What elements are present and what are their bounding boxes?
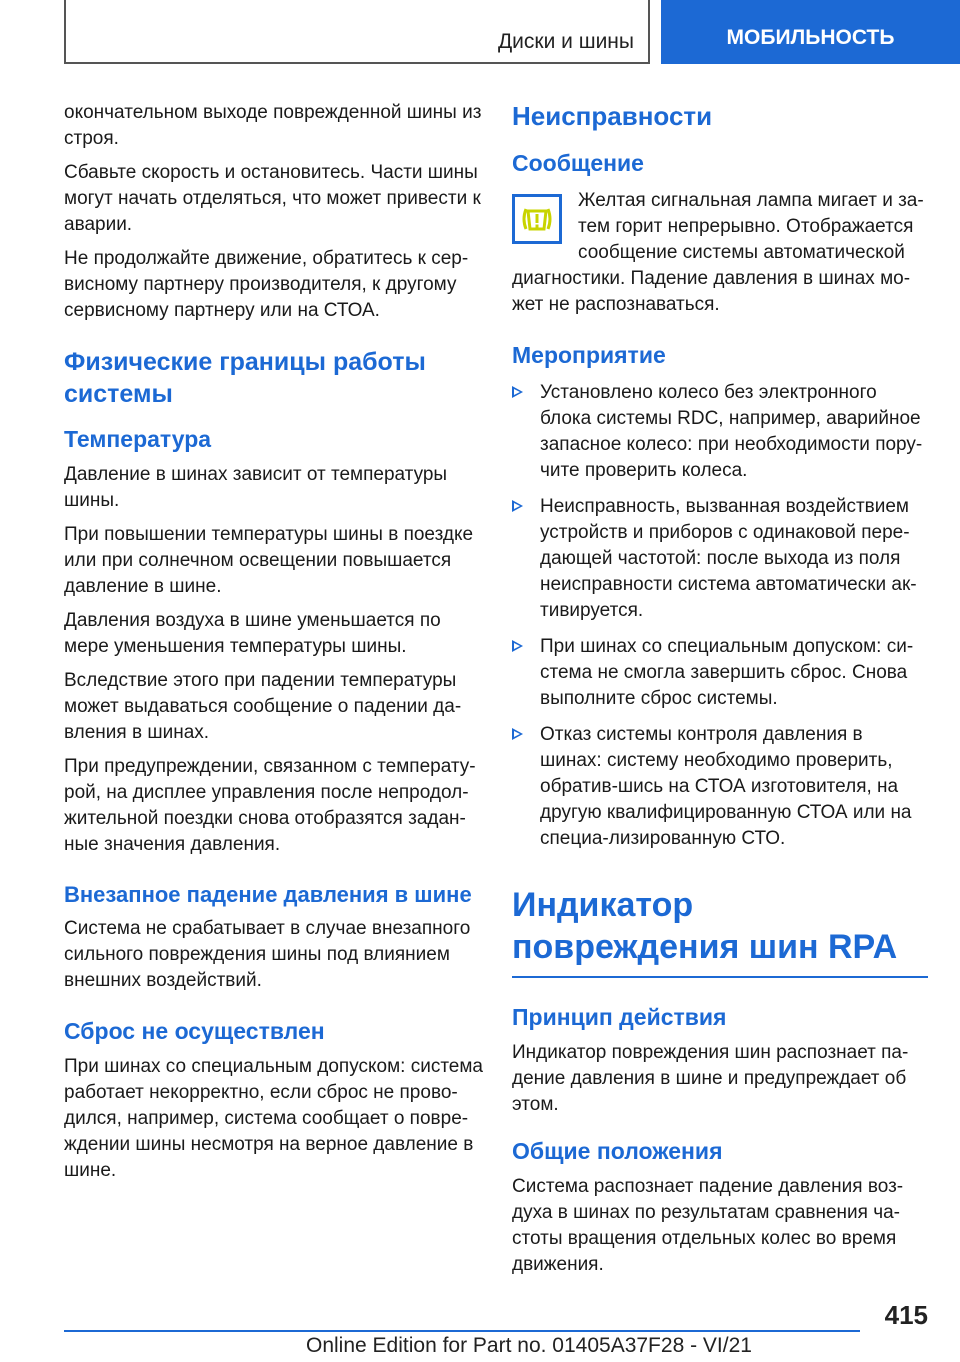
list-item: При шинах со специальным допуском: си-стема не смогла завершить сброс. Снова выполните сброс системы. (512, 634, 928, 712)
paragraph: Давление в шинах зависит от температуры шины. (64, 464, 448, 511)
heading-message: Сообщение (512, 150, 644, 176)
list-item: Неисправность, вызванная воздействием устройств и приборов с одинаковой пере-дающей частотой: после выхода из поля неисправности система автоматически ак-тивируется. (512, 494, 928, 624)
warning-text: Желтая сигнальная лампа мигает и за-тем горит непрерывно. Отображается сообщение системы автоматической диагностики. Падение давления в шинах мо-жет не распознаваться. (512, 190, 924, 315)
edition-text: Online Edition for Part no. 01405A37F28 - VI/21 (306, 1334, 752, 1357)
warning-message-block (512, 188, 928, 318)
tire-pressure-warning-icon (512, 194, 562, 244)
paragraph: При повышении температуры шины в поездке или при солнечном освещении повышается давление в шине. (64, 524, 474, 597)
heading-temperature: Температура (64, 426, 212, 452)
footer-divider (64, 1330, 860, 1332)
heading-measure: Мероприятие (512, 342, 666, 368)
section-title: Диски и шины (497, 30, 634, 53)
left-column (64, 100, 484, 1192)
triangle-bullet-icon (512, 500, 523, 512)
triangle-bullet-icon (512, 386, 523, 398)
heading-rpa: Индикатор повреждения шин RPA (512, 886, 898, 966)
header-box (64, 0, 650, 64)
paragraph: Сбавьте скорость и остановитесь. Части шины могут начать отделяться, что может привести к аварии. (64, 162, 481, 235)
triangle-bullet-icon (512, 640, 523, 652)
section-divider (512, 976, 928, 978)
heading-general: Общие положения (512, 1138, 723, 1164)
paragraph: Не продолжайте движение, обратитесь к сер-висному партнеру производителя, к другому сервисному партнеру или на СТОА. (64, 248, 469, 321)
triangle-bullet-icon (512, 728, 523, 740)
heading-reset-not-done: Сброс не осуществлен (64, 1018, 325, 1044)
chapter-tab[interactable]: МОБИЛЬНОСТЬ (661, 0, 960, 64)
paragraph: Давления воздуха в шине уменьшается по мере уменьшения температуры шины. (64, 610, 441, 657)
list-item: Отказ системы контроля давления в шинах: систему необходимо проверить, обратив-шись на СТОА изготовителя, на другую квалифицированную СТОА или на специа-лизированную СТО. (512, 722, 928, 852)
paragraph: При шинах со специальным допуском: система работает некорректно, если сброс не прово-дился, например, система сообщает о повре-ждении шины несмотря на верное давление в шине. (64, 1056, 484, 1181)
paragraph: Индикатор повреждения шин распознает па-дение давления в шине и предупреждает об этом. (512, 1042, 909, 1115)
paragraph: Система распознает падение давления воз-духа в шинах по результатам сравнения ча-стоты вращения отдельных колес во время движения. (512, 1176, 904, 1275)
heading-faults: Неисправности (512, 101, 713, 131)
heading-sudden-drop: Внезапное падение давления в шине (64, 882, 472, 907)
right-column (512, 100, 928, 1286)
page-number: 415 (884, 1300, 928, 1330)
heading-principle: Принцип действия (512, 1004, 727, 1030)
paragraph: Система не срабатывает в случае внезапного сильного повреждения шины под влиянием внешних воздействий. (64, 918, 471, 991)
paragraph: окончательном выходе поврежденной шины из строя. (64, 102, 482, 149)
heading-physical-limits: Физические границы работы системы (64, 348, 426, 408)
list-item: Установлено колесо без электронного блока системы RDC, например, аварийное запасное колесо: при необходимости пору-чите проверить колеса. (512, 380, 928, 484)
paragraph: При предупреждении, связанном с температу-рой, на дисплее управления после непродол-жительной поездки снова отобразятся задан-ные значения давления. (64, 756, 476, 855)
measure-list (512, 380, 928, 852)
paragraph: Вследствие этого при падении температуры может выдаваться сообщение о падении да-вления в шинах. (64, 670, 462, 743)
